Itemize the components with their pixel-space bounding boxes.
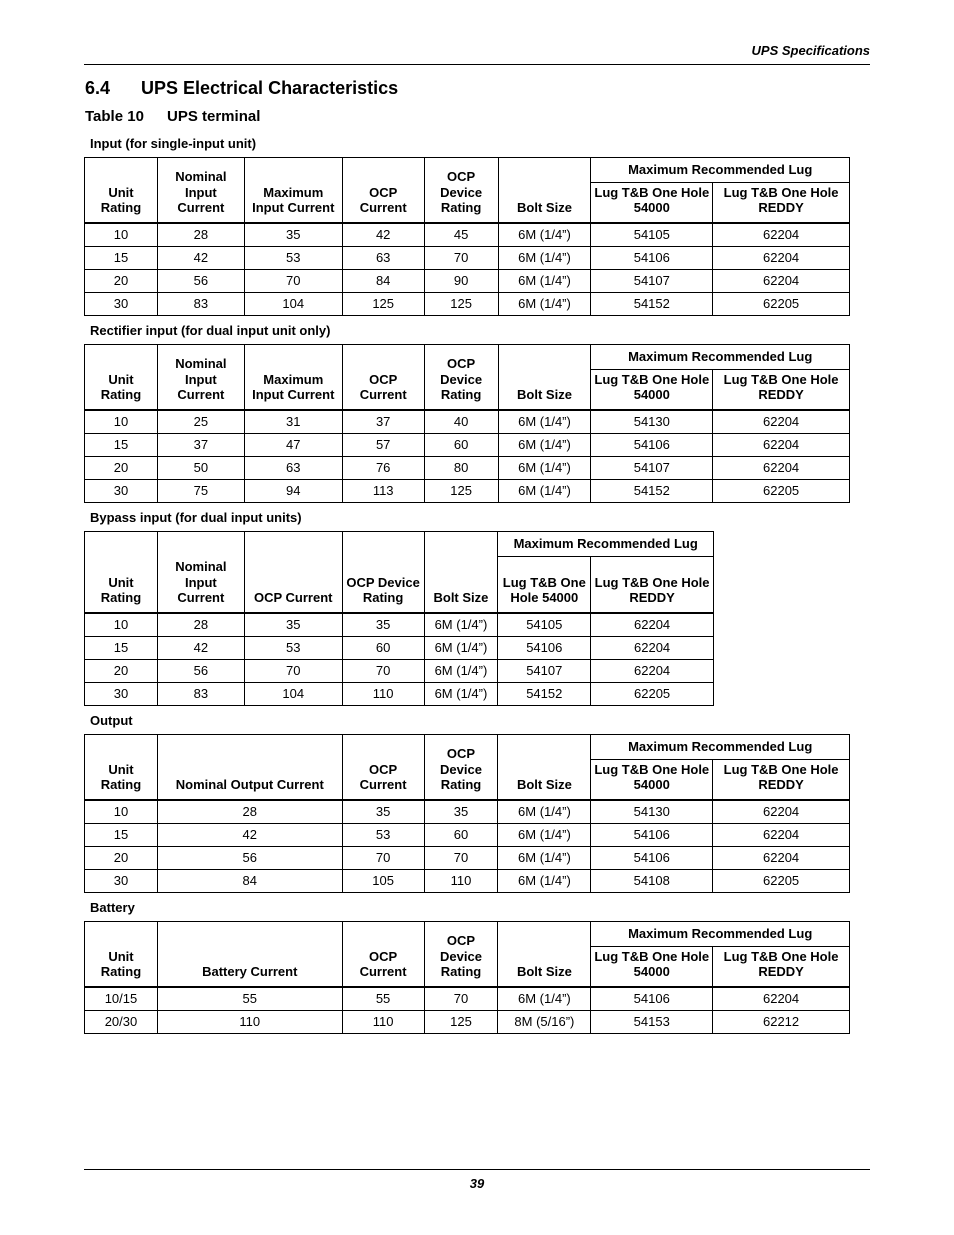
cell: 62205 <box>713 292 850 315</box>
cell: 53 <box>244 636 342 659</box>
cell: 105 <box>342 869 424 892</box>
col-lug-54000: Lug T&B One Hole 54000 <box>591 183 713 223</box>
single-input-table <box>84 157 850 316</box>
col-ocp-current: OCP Current <box>342 158 424 223</box>
cell: 42 <box>157 823 342 846</box>
col-lug-reddy: Lug T&B One Hole REDDY <box>713 947 850 987</box>
cell: 57 <box>342 433 424 456</box>
cell: 6M (1/4”) <box>498 410 591 434</box>
section-number: 6.4 <box>85 78 111 98</box>
cell: 54107 <box>498 659 591 682</box>
cell: 54152 <box>591 292 713 315</box>
cell: 62204 <box>713 433 850 456</box>
cell: 54152 <box>498 682 591 705</box>
cell: 6M (1/4”) <box>424 613 498 637</box>
cell: 6M (1/4”) <box>498 987 591 1011</box>
cell: 54105 <box>498 613 591 637</box>
col-unit-rating: Unit Rating <box>85 532 158 613</box>
col-lug-54000: Lug T&B One Hole 54000 <box>591 947 713 987</box>
cell: 62204 <box>713 456 850 479</box>
cell: 54106 <box>591 433 713 456</box>
cell: 54106 <box>591 246 713 269</box>
cell: 84 <box>342 269 424 292</box>
cell: 104 <box>244 682 342 705</box>
cell: 55 <box>157 987 342 1011</box>
table-row <box>85 479 850 502</box>
cell: 70 <box>244 269 342 292</box>
cell: 62205 <box>713 869 850 892</box>
cell: 125 <box>424 479 498 502</box>
cell: 62212 <box>713 1010 850 1033</box>
col-ocp-device-rating: OCP Device Rating <box>424 345 498 410</box>
section-title: UPS Electrical Characteristics <box>141 78 399 98</box>
cell: 6M (1/4”) <box>498 246 591 269</box>
cell: 70 <box>424 246 498 269</box>
output-table <box>84 734 850 893</box>
cell: 60 <box>342 636 424 659</box>
table-row <box>85 410 850 434</box>
col-lug-reddy: Lug T&B One Hole REDDY <box>713 760 850 800</box>
cell: 56 <box>157 659 244 682</box>
cell: 76 <box>342 456 424 479</box>
cell: 70 <box>342 659 424 682</box>
col-bolt-size: Bolt Size <box>498 158 591 223</box>
cell: 54130 <box>591 800 713 824</box>
cell: 75 <box>157 479 244 502</box>
col-max-recommended-lug: Maximum Recommended Lug <box>498 532 714 557</box>
cell: 110 <box>342 1010 424 1033</box>
col-max-recommended-lug: Maximum Recommended Lug <box>591 345 850 370</box>
cell: 62204 <box>591 613 714 637</box>
col-bolt-size: Bolt Size <box>498 922 591 987</box>
cell: 62204 <box>713 410 850 434</box>
table-row <box>85 292 850 315</box>
table-row <box>85 1010 850 1033</box>
col-nominal-input-current: Nominal Input Current <box>157 158 244 223</box>
table-row <box>85 223 850 247</box>
cell: 45 <box>424 223 498 247</box>
cell: 6M (1/4”) <box>498 846 591 869</box>
cell: 47 <box>244 433 342 456</box>
cell: 6M (1/4”) <box>424 636 498 659</box>
cell: 6M (1/4”) <box>498 479 591 502</box>
cell: 54106 <box>591 987 713 1011</box>
cell: 42 <box>157 636 244 659</box>
cell: 55 <box>342 987 424 1011</box>
cell: 20 <box>85 659 158 682</box>
table-row <box>85 800 850 824</box>
battery-table <box>84 921 850 1034</box>
col-battery-current: Battery Current <box>157 922 342 987</box>
running-header: UPS Specifications <box>751 43 870 58</box>
col-nominal-input-current: Nominal Input Current <box>157 532 244 613</box>
col-max-recommended-lug: Maximum Recommended Lug <box>591 158 850 183</box>
cell: 62204 <box>713 800 850 824</box>
cell: 20/30 <box>85 1010 158 1033</box>
col-ocp-current: OCP Current <box>342 735 424 800</box>
cell: 15 <box>85 823 158 846</box>
cell: 54108 <box>591 869 713 892</box>
cell: 35 <box>342 800 424 824</box>
cell: 125 <box>424 292 498 315</box>
cell: 15 <box>85 433 158 456</box>
page-number: 39 <box>469 1176 485 1191</box>
table-row <box>85 682 714 705</box>
battery-label: Battery <box>90 900 135 915</box>
cell: 6M (1/4”) <box>498 456 591 479</box>
output-label: Output <box>90 713 133 728</box>
cell: 54107 <box>591 456 713 479</box>
cell: 42 <box>157 246 244 269</box>
cell: 35 <box>244 613 342 637</box>
cell: 63 <box>342 246 424 269</box>
col-lug-reddy: Lug T&B One Hole REDDY <box>713 183 850 223</box>
cell: 53 <box>244 246 342 269</box>
col-maximum-input-current: Maximum Input Current <box>244 345 342 410</box>
table-number: Table 10 <box>85 108 144 125</box>
cell: 15 <box>85 246 158 269</box>
cell: 35 <box>244 223 342 247</box>
cell: 90 <box>424 269 498 292</box>
cell: 56 <box>157 269 244 292</box>
cell: 70 <box>342 846 424 869</box>
bypass-input-table <box>84 531 714 706</box>
cell: 54105 <box>591 223 713 247</box>
cell: 84 <box>157 869 342 892</box>
cell: 40 <box>424 410 498 434</box>
cell: 62204 <box>713 269 850 292</box>
cell: 54106 <box>591 846 713 869</box>
table-row <box>85 456 850 479</box>
cell: 28 <box>157 223 244 247</box>
col-ocp-device-rating: OCP Device Rating <box>424 735 498 800</box>
cell: 62205 <box>591 682 714 705</box>
cell: 62204 <box>591 659 714 682</box>
cell: 113 <box>342 479 424 502</box>
cell: 83 <box>157 292 244 315</box>
col-maximum-input-current: Maximum Input Current <box>244 158 342 223</box>
cell: 30 <box>85 869 158 892</box>
single-input-label: Input (for single-input unit) <box>90 136 257 151</box>
cell: 110 <box>424 869 498 892</box>
col-ocp-device-rating: OCP Device Rating <box>424 158 498 223</box>
table-row <box>85 659 714 682</box>
cell: 30 <box>85 682 158 705</box>
col-bolt-size: Bolt Size <box>498 345 591 410</box>
table-caption <box>85 108 260 125</box>
col-ocp-current: OCP Current <box>244 532 342 613</box>
section-heading <box>85 78 398 99</box>
cell: 56 <box>157 846 342 869</box>
cell: 10 <box>85 223 158 247</box>
cell: 20 <box>85 456 158 479</box>
cell: 62204 <box>713 846 850 869</box>
col-max-recommended-lug: Maximum Recommended Lug <box>591 735 850 760</box>
cell: 35 <box>342 613 424 637</box>
cell: 25 <box>157 410 244 434</box>
col-lug-54000: Lug T&B One Hole 54000 <box>591 760 713 800</box>
col-nominal-input-current: Nominal Input Current <box>157 345 244 410</box>
cell: 28 <box>157 613 244 637</box>
table-row <box>85 846 850 869</box>
cell: 70 <box>244 659 342 682</box>
cell: 10/15 <box>85 987 158 1011</box>
col-unit-rating: Unit Rating <box>85 735 158 800</box>
table-row <box>85 269 850 292</box>
cell: 42 <box>342 223 424 247</box>
cell: 6M (1/4”) <box>498 800 591 824</box>
col-ocp-device-rating: OCP Device Rating <box>342 532 424 613</box>
rectifier-input-label: Rectifier input (for dual input unit only) <box>90 323 331 338</box>
cell: 20 <box>85 846 158 869</box>
cell: 70 <box>424 846 498 869</box>
cell: 6M (1/4”) <box>498 823 591 846</box>
cell: 50 <box>157 456 244 479</box>
cell: 110 <box>342 682 424 705</box>
cell: 30 <box>85 479 158 502</box>
col-bolt-size: Bolt Size <box>424 532 498 613</box>
cell: 54106 <box>591 823 713 846</box>
cell: 104 <box>244 292 342 315</box>
col-max-recommended-lug: Maximum Recommended Lug <box>591 922 850 947</box>
col-lug-54000: Lug T&B One Hole 54000 <box>498 557 591 613</box>
cell: 125 <box>424 1010 498 1033</box>
cell: 35 <box>424 800 498 824</box>
cell: 62204 <box>713 823 850 846</box>
header-rule <box>84 64 870 65</box>
col-bolt-size: Bolt Size <box>498 735 591 800</box>
cell: 6M (1/4”) <box>424 659 498 682</box>
cell: 15 <box>85 636 158 659</box>
table-row <box>85 823 850 846</box>
cell: 60 <box>424 433 498 456</box>
cell: 37 <box>157 433 244 456</box>
table-title: UPS terminal <box>167 108 261 125</box>
col-nominal-output-current: Nominal Output Current <box>157 735 342 800</box>
cell: 54152 <box>591 479 713 502</box>
cell: 62205 <box>713 479 850 502</box>
cell: 54106 <box>498 636 591 659</box>
cell: 6M (1/4”) <box>498 869 591 892</box>
cell: 70 <box>424 987 498 1011</box>
table-row <box>85 433 850 456</box>
rectifier-input-table <box>84 344 850 503</box>
cell: 62204 <box>713 987 850 1011</box>
col-lug-54000: Lug T&B One Hole 54000 <box>591 370 713 410</box>
cell: 60 <box>424 823 498 846</box>
cell: 62204 <box>591 636 714 659</box>
cell: 125 <box>342 292 424 315</box>
col-lug-reddy: Lug T&B One Hole REDDY <box>713 370 850 410</box>
cell: 30 <box>85 292 158 315</box>
cell: 80 <box>424 456 498 479</box>
table-row <box>85 869 850 892</box>
bypass-input-label: Bypass input (for dual input units) <box>90 510 302 525</box>
cell: 31 <box>244 410 342 434</box>
table-row <box>85 613 714 637</box>
table-row <box>85 246 850 269</box>
col-unit-rating: Unit Rating <box>85 345 158 410</box>
cell: 10 <box>85 410 158 434</box>
col-ocp-current: OCP Current <box>342 922 424 987</box>
cell: 37 <box>342 410 424 434</box>
col-lug-reddy: Lug T&B One Hole REDDY <box>591 557 714 613</box>
table-row <box>85 987 850 1011</box>
cell: 53 <box>342 823 424 846</box>
cell: 54153 <box>591 1010 713 1033</box>
col-ocp-current: OCP Current <box>342 345 424 410</box>
col-ocp-device-rating: OCP Device Rating <box>424 922 498 987</box>
cell: 62204 <box>713 223 850 247</box>
col-unit-rating: Unit Rating <box>85 158 158 223</box>
cell: 110 <box>157 1010 342 1033</box>
cell: 6M (1/4”) <box>498 223 591 247</box>
cell: 62204 <box>713 246 850 269</box>
cell: 94 <box>244 479 342 502</box>
cell: 54130 <box>591 410 713 434</box>
col-unit-rating: Unit Rating <box>85 922 158 987</box>
cell: 20 <box>85 269 158 292</box>
cell: 63 <box>244 456 342 479</box>
cell: 10 <box>85 800 158 824</box>
cell: 6M (1/4”) <box>498 433 591 456</box>
footer-rule <box>84 1169 870 1170</box>
cell: 83 <box>157 682 244 705</box>
cell: 6M (1/4”) <box>498 269 591 292</box>
cell: 6M (1/4”) <box>424 682 498 705</box>
cell: 6M (1/4”) <box>498 292 591 315</box>
cell: 8M (5/16”) <box>498 1010 591 1033</box>
cell: 54107 <box>591 269 713 292</box>
cell: 28 <box>157 800 342 824</box>
cell: 10 <box>85 613 158 637</box>
table-row <box>85 636 714 659</box>
